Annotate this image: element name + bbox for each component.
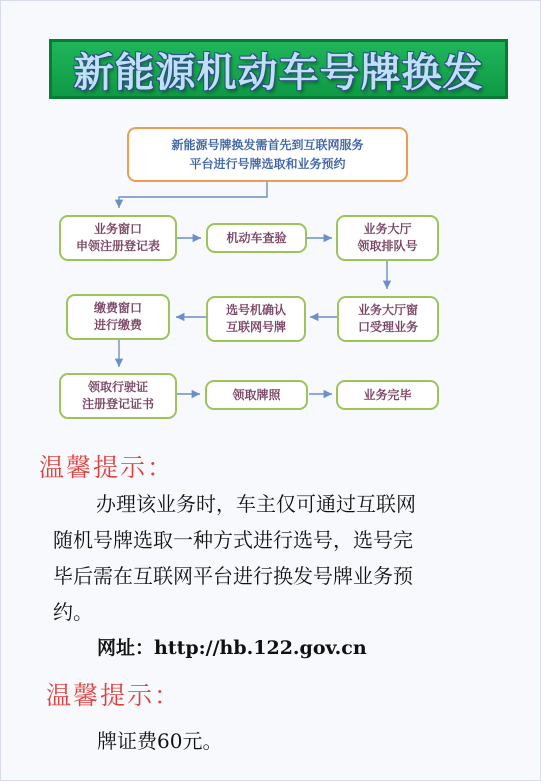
step-finish <box>336 380 439 410</box>
step-payment <box>66 294 170 340</box>
step-window-accept <box>337 296 439 342</box>
tips-line-2: 随机号牌选取一种方式进行选号，选号完 <box>53 528 413 552</box>
fee-text: 牌证费60元。 <box>97 729 223 753</box>
step-label: 业务大厅窗 <box>357 303 418 317</box>
step-label: 互联网号牌 <box>225 320 286 334</box>
intro-box <box>127 127 408 182</box>
tips-heading-1: 温馨提示： <box>39 453 175 482</box>
intro-line-2: 平台进行号牌选取和业务预约 <box>189 156 346 171</box>
tips-heading-2: 温馨提示： <box>46 681 182 710</box>
step-label: 机动车查验 <box>226 230 287 245</box>
website-label: 网址： <box>97 637 155 659</box>
step-label: 业务窗口 <box>93 222 142 236</box>
connector-intro-to-step1 <box>119 181 267 208</box>
step-queue-number <box>336 215 439 261</box>
step-label: 领取牌照 <box>232 387 281 402</box>
step-register-form <box>59 215 177 261</box>
step-get-license <box>59 373 177 419</box>
step-label: 选号机确认 <box>225 303 286 317</box>
step-label: 领取排队号 <box>357 239 418 253</box>
step-label: 领取行驶证 <box>87 380 148 394</box>
step-label: 口受理业务 <box>357 320 418 334</box>
process-flowchart <box>1 1 541 431</box>
tips-line-4: 约。 <box>53 600 93 624</box>
step-label: 申领注册登记表 <box>75 239 160 253</box>
step-label: 业务大厅 <box>363 222 412 236</box>
step-label: 进行缴费 <box>93 318 142 332</box>
step-get-plate <box>205 380 308 410</box>
step-confirm-plate <box>206 296 306 342</box>
tips-line-1: 办理该业务时，车主仅可通过互联网 <box>96 492 416 516</box>
website-line <box>97 633 367 660</box>
tips-paragraph <box>53 486 523 630</box>
step-vehicle-inspection <box>206 223 307 253</box>
step-label: 业务完毕 <box>363 387 412 402</box>
tips-line-3: 毕后需在互联网平台进行换发号牌业务预 <box>53 564 413 588</box>
intro-line-1: 新能源号牌换发需首先到互联网服务 <box>171 137 364 152</box>
step-label: 注册登记证书 <box>81 397 154 411</box>
website-url: http://hb.122.gov.cn <box>154 637 367 659</box>
page-title: 新能源机动车号牌换发 <box>73 49 484 96</box>
step-label: 缴费窗口 <box>93 301 142 315</box>
